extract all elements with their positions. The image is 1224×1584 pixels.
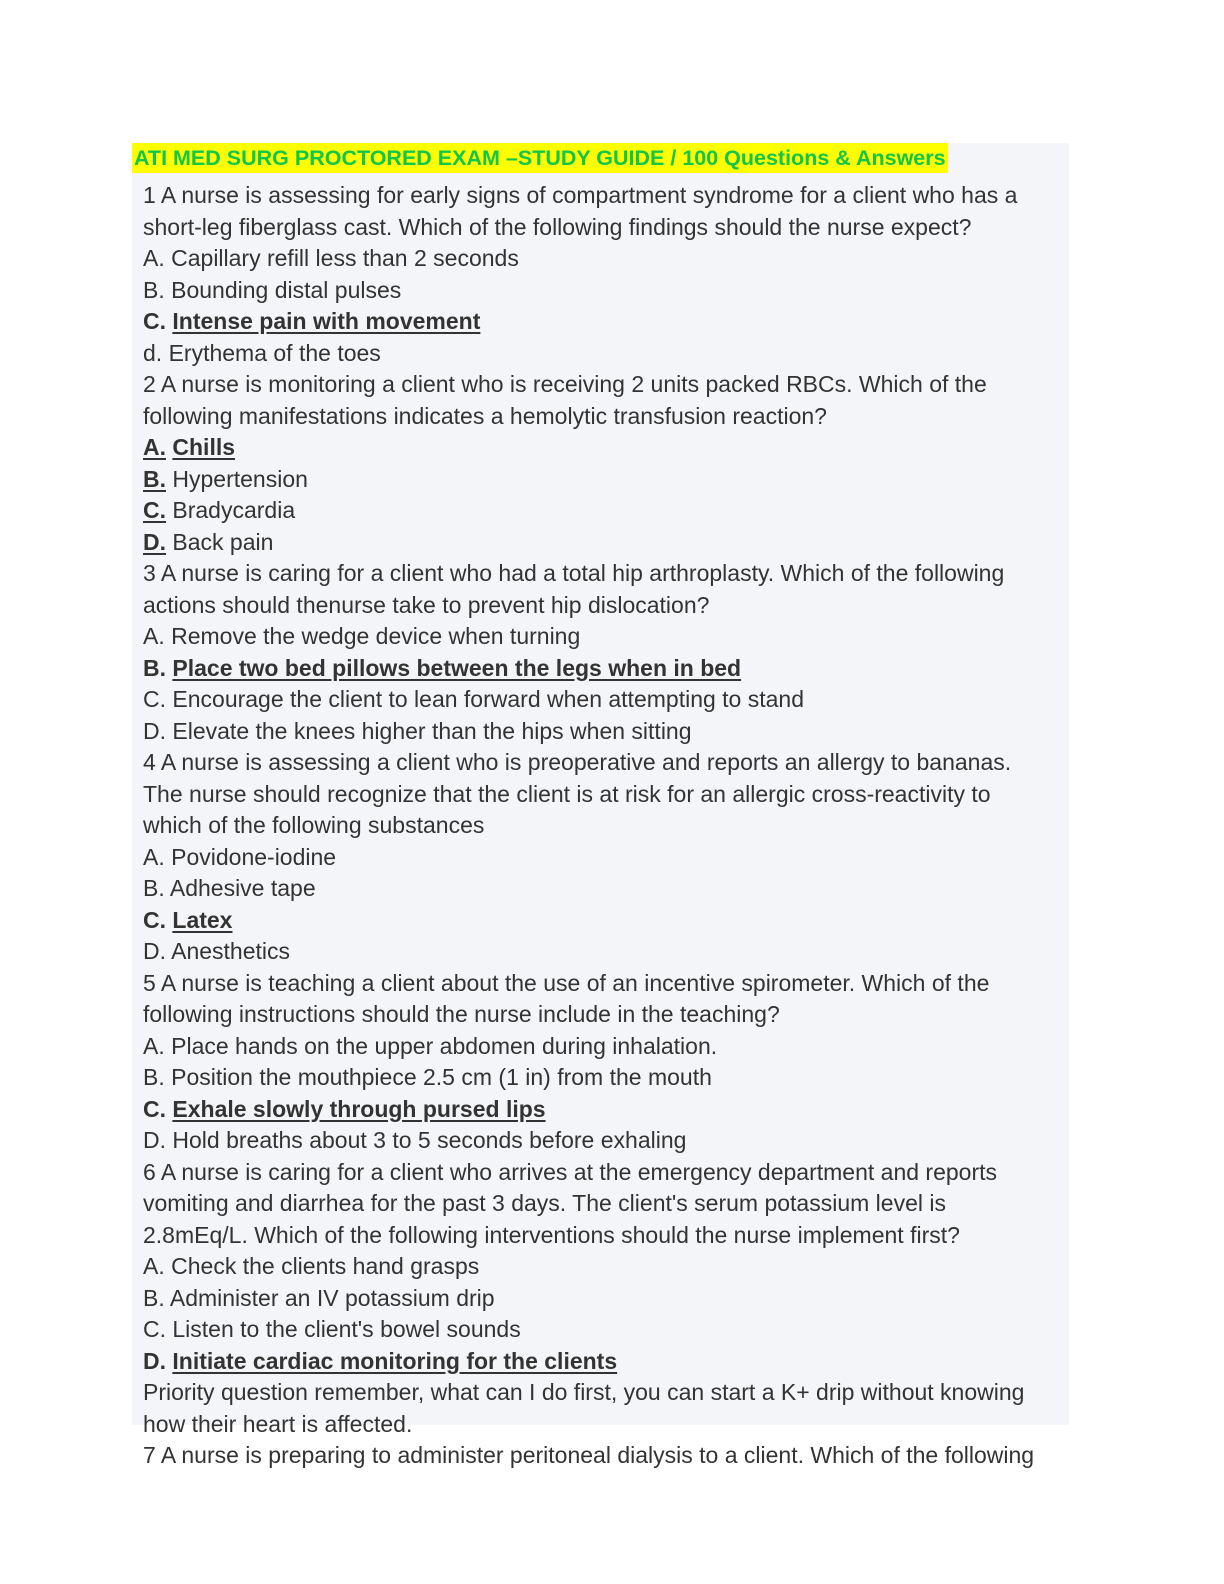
q2-option-d-letter: D.	[143, 528, 166, 555]
q2-option-a-answer	[143, 432, 1073, 464]
q5-option-c-answer	[143, 1094, 1073, 1126]
q6-option-a: A. Check the clients hand grasps	[143, 1253, 480, 1279]
q4-option-a: A. Povidone-iodine	[143, 843, 337, 870]
q1-stem-line-1: 1 A nurse is assessing for early signs of compartment syndrome for a client who has a	[143, 182, 1018, 208]
q5-option-c-text: Exhale slowly through pursed lips	[172, 1095, 546, 1122]
q6-option-d-letter: D.	[143, 1347, 166, 1374]
q2-option-a-text: Chills	[172, 434, 236, 460]
q3-option-b-text: Place two bed pillows between the legs when in bed	[172, 654, 742, 681]
q2-option-b-letter: B.	[143, 465, 166, 492]
q2-option-d-text: Back pain	[172, 528, 274, 555]
document-title: ATI MED SURG PROCTORED EXAM –STUDY GUIDE / 100 Questions & Answers	[132, 143, 948, 173]
q3-option-c: C. Encourage the client to lean forward when attempting to stand	[143, 686, 805, 712]
q4-stem-line-2: The nurse should recognize that the client is at risk for an allergic cross-reactivity to	[143, 780, 991, 807]
q6-stem-line-1: 6 A nurse is caring for a client who arrives at the emergency department and reports	[143, 1158, 997, 1185]
q2-option-c-text: Bradycardia	[172, 497, 296, 523]
q1-option-a: A. Capillary refill less than 2 seconds	[143, 245, 519, 271]
q4-option-d: D. Anesthetics	[143, 938, 291, 964]
q3-option-b-letter: B.	[143, 654, 166, 681]
q7-stem-line-1: 7 A nurse is preparing to administer peritoneal dialysis to a client. Which of the following	[143, 1442, 1035, 1468]
q5-option-b: B. Position the mouthpiece 2.5 cm (1 in) from the mouth	[143, 1064, 712, 1090]
q6-option-c: C. Listen to the client's bowel sounds	[143, 1316, 521, 1342]
q6-option-d-text: Initiate cardiac monitoring for the clients	[172, 1347, 618, 1374]
q2-option-d	[143, 527, 1073, 559]
q6-note-line-1: Priority question remember, what can I do first, you can start a K+ drip without knowing	[143, 1379, 1025, 1405]
q1-stem-line-2: short-leg fiberglass cast. Which of the following findings should the nurse expect?	[143, 213, 972, 240]
q4-option-c-answer	[143, 905, 1073, 937]
q5-stem-line-1: 5 A nurse is teaching a client about the use of an incentive spirometer. Which of the	[143, 969, 990, 996]
q1-option-d: d. Erythema of the toes	[143, 339, 381, 366]
q6-stem-line-3: 2.8mEq/L. Which of the following interventions should the nurse implement first?	[143, 1221, 960, 1248]
q5-option-c-letter: C.	[143, 1095, 166, 1122]
q2-option-c-letter: C.	[143, 497, 166, 523]
q5-stem-line-2: following instructions should the nurse include in the teaching?	[143, 1001, 780, 1027]
q1-option-b: B. Bounding distal pulses	[143, 276, 402, 303]
q1-option-c-text: Intense pain with movement	[172, 308, 481, 334]
q1-option-c-letter: C.	[143, 308, 166, 334]
q5-option-a: A. Place hands on the upper abdomen during inhalation.	[143, 1032, 718, 1059]
q3-option-b-answer	[143, 653, 1073, 685]
q2-stem-line-2: following manifestations indicates a hemolytic transfusion reaction?	[143, 402, 827, 429]
q2-option-b	[143, 464, 1073, 496]
q4-stem-line-1: 4 A nurse is assessing a client who is preoperative and reports an allergy to bananas.	[143, 749, 1012, 775]
q2-stem-line-1: 2 A nurse is monitoring a client who is receiving 2 units packed RBCs. Which of the	[143, 371, 987, 397]
q1-option-c-answer	[143, 306, 1073, 338]
q3-stem-line-1: 3 A nurse is caring for a client who had a total hip arthroplasty. Which of the following	[143, 560, 1005, 586]
question-list	[143, 180, 1073, 1472]
q6-note-line-2: how their heart is affected.	[143, 1410, 413, 1437]
q2-option-a-letter: A.	[143, 434, 166, 460]
q2-option-c	[143, 495, 1073, 527]
q4-option-c-text: Latex	[172, 906, 233, 933]
q3-option-a: A. Remove the wedge device when turning	[143, 623, 581, 649]
q6-option-d-answer	[143, 1346, 1073, 1378]
q3-stem-line-2: actions should thenurse take to prevent hip dislocation?	[143, 591, 710, 618]
q3-option-d: D. Elevate the knees higher than the hips when sitting	[143, 717, 692, 744]
q5-option-d: D. Hold breaths about 3 to 5 seconds before exhaling	[143, 1127, 687, 1153]
q6-option-b: B. Administer an IV potassium drip	[143, 1284, 495, 1311]
q6-stem-line-2: vomiting and diarrhea for the past 3 days. The client's serum potassium level is	[143, 1190, 946, 1216]
q4-option-c-letter: C.	[143, 906, 166, 933]
q4-stem-line-3: which of the following substances	[143, 812, 485, 838]
q2-option-b-text: Hypertension	[172, 465, 308, 492]
q4-option-b: B. Adhesive tape	[143, 875, 316, 901]
